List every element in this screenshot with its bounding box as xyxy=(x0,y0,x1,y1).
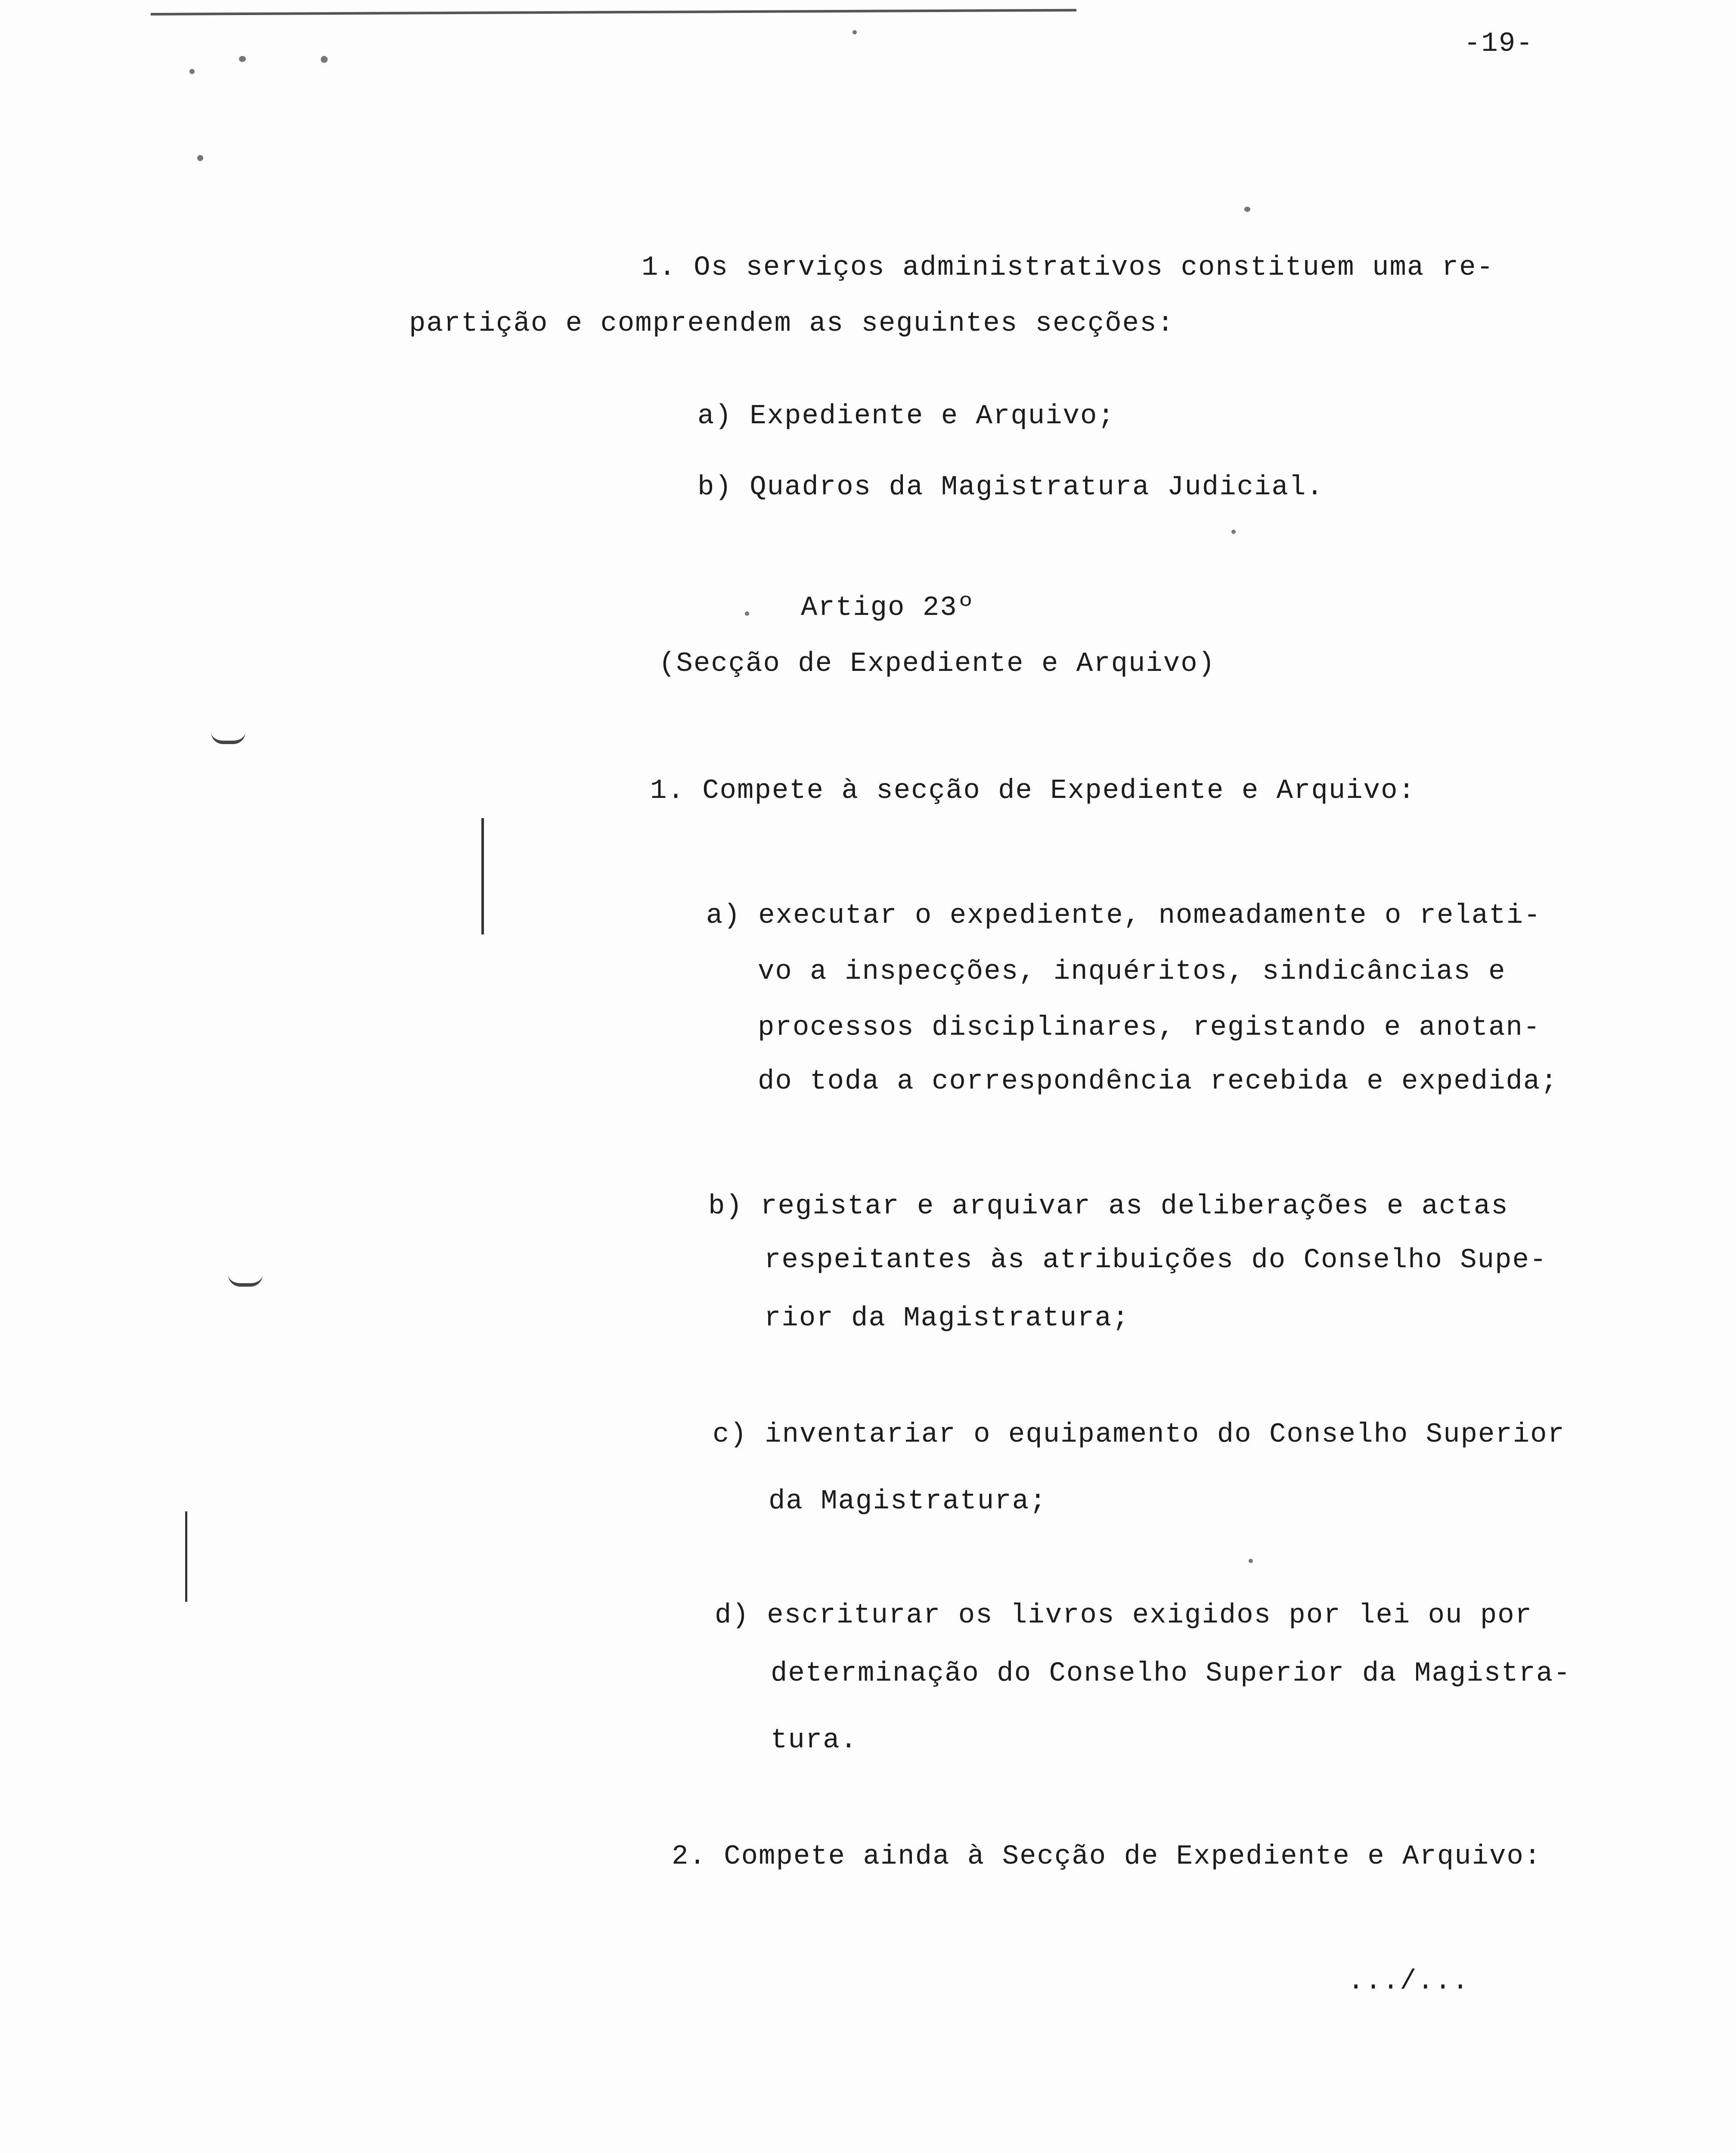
scan-speck xyxy=(197,155,203,161)
list-item-line: determinação do Conselho Superior da Magistra- xyxy=(771,1658,1571,1689)
list-item-line: c) inventariar o equipamento do Conselho Superior xyxy=(713,1419,1565,1450)
list-item: a) Expediente e Arquivo; xyxy=(698,401,1115,432)
list-item-line: d) escriturar os livros exigidos por lei ou por xyxy=(715,1600,1533,1631)
scan-speck xyxy=(1244,207,1250,212)
scan-speck xyxy=(852,30,857,34)
list-item-line: respeitantes às atribuições do Conselho Supe- xyxy=(764,1245,1547,1276)
list-item: b) Quadros da Magistratura Judicial. xyxy=(698,472,1324,503)
article-title: Artigo 23º xyxy=(801,593,975,624)
list-item-line: rior da Magistratura; xyxy=(764,1303,1130,1334)
list-item-line: b) registar e arquivar as deliberações e actas xyxy=(708,1191,1509,1222)
list-item-line: vo a inspecções, inquéritos, sindicâncias e xyxy=(758,956,1506,987)
scan-speck xyxy=(189,69,195,74)
paragraph-line: 1. Os serviços administrativos constituem uma re- xyxy=(642,252,1494,283)
scan-speck xyxy=(745,611,749,616)
top-rule xyxy=(151,9,1076,16)
paragraph-line: 2. Compete ainda à Secção de Expediente e Arquivo: xyxy=(672,1841,1542,1872)
margin-mark xyxy=(211,732,245,744)
paragraph-line: 1. Compete à secção de Expediente e Arquivo: xyxy=(650,776,1416,807)
list-item-line: a) executar o expediente, nomeadamente o relati- xyxy=(706,900,1541,931)
paragraph-line: partição e compreendem as seguintes secções: xyxy=(409,308,1175,339)
list-item-line: do toda a correspondência recebida e expedida; xyxy=(758,1066,1558,1097)
article-subtitle: (Secção de Expediente e Arquivo) xyxy=(659,648,1215,679)
scan-speck xyxy=(239,56,246,62)
page-number: -19- xyxy=(1464,28,1534,59)
continuation-marker: .../... xyxy=(1348,1966,1469,1997)
list-item-line: tura. xyxy=(771,1725,858,1756)
scan-speck xyxy=(1249,1559,1253,1563)
margin-mark xyxy=(481,818,484,934)
margin-mark xyxy=(228,1275,263,1287)
list-item-line: da Magistratura; xyxy=(769,1486,1047,1517)
margin-mark xyxy=(185,1511,187,1602)
list-item-line: processos disciplinares, registando e anotan- xyxy=(758,1012,1541,1043)
scan-speck xyxy=(1231,530,1236,534)
scan-speck xyxy=(321,56,328,63)
